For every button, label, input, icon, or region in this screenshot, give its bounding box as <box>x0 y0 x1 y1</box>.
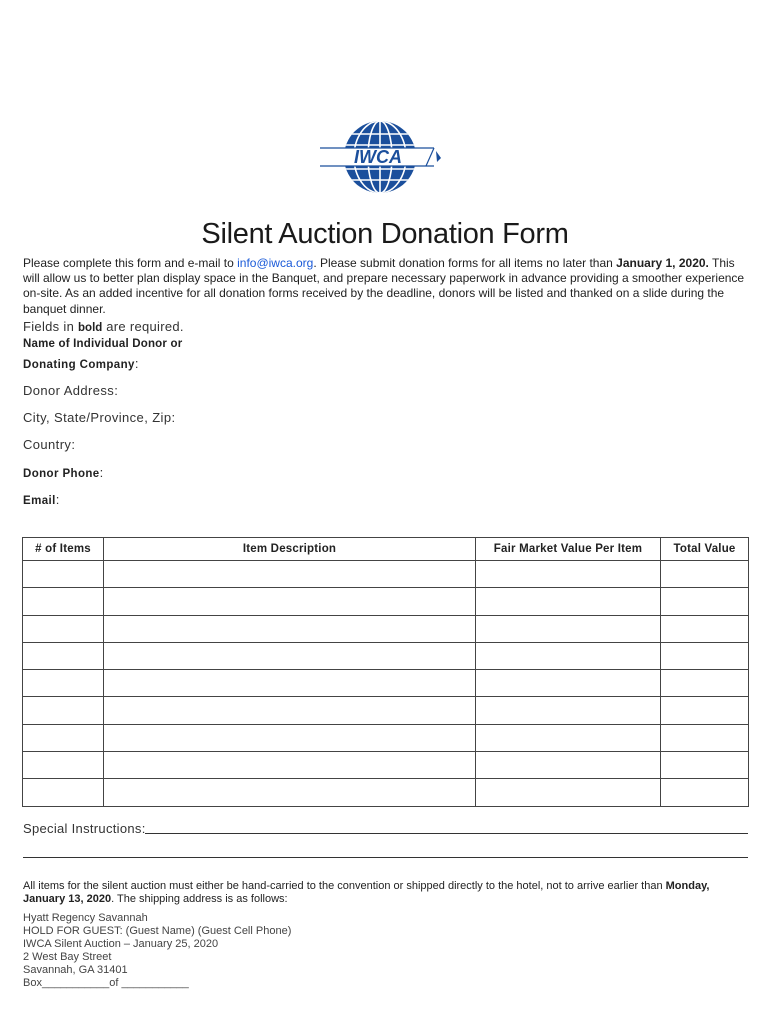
special-instructions-line-2[interactable] <box>23 857 748 858</box>
fair-market-value-cell[interactable] <box>476 724 661 751</box>
total-value-cell[interactable] <box>661 752 749 779</box>
items-cell[interactable] <box>23 642 104 669</box>
address-line: 2 West Bay Street <box>23 951 112 963</box>
country-label: Country: <box>23 437 76 452</box>
items-cell[interactable] <box>23 779 104 806</box>
table-row <box>23 779 749 806</box>
donor-company-colon: : <box>134 356 139 371</box>
table-row <box>23 697 749 724</box>
fields-note-prefix: Fields in <box>23 319 79 334</box>
email-label-wrap <box>23 492 60 507</box>
description-cell[interactable] <box>104 561 476 588</box>
total-value-cell[interactable] <box>661 670 749 697</box>
fair-market-value-cell[interactable] <box>476 615 661 642</box>
total-value-cell[interactable] <box>661 642 749 669</box>
address-line: Hyatt Regency Savannah <box>23 912 148 924</box>
fair-market-value-cell[interactable] <box>476 670 661 697</box>
fields-note-bold: bold <box>78 322 103 334</box>
page-title: Silent Auction Donation Form <box>201 218 569 250</box>
col-header-total-value: Total Value <box>661 538 749 561</box>
description-cell[interactable] <box>104 588 476 615</box>
fields-note-suffix: are required. <box>102 319 184 334</box>
donor-phone-colon: : <box>99 465 104 480</box>
fair-market-value-cell[interactable] <box>476 752 661 779</box>
description-cell[interactable] <box>104 670 476 697</box>
email-colon: : <box>55 492 60 507</box>
shipping-address <box>23 912 291 990</box>
address-line: IWCA Silent Auction – January 25, 2020 <box>23 938 219 950</box>
total-value-cell[interactable] <box>661 561 749 588</box>
intro-text-1: Please complete this form and e-mail to <box>23 256 238 270</box>
description-cell[interactable] <box>104 779 476 806</box>
donor-company-label: Donating Company <box>23 359 135 371</box>
table-row <box>23 561 749 588</box>
shipping-note <box>23 880 749 906</box>
special-instructions-line-1[interactable] <box>145 833 748 834</box>
total-value-cell[interactable] <box>661 724 749 751</box>
city-state-zip-label: City, State/Province, Zip: <box>23 410 176 425</box>
table-body <box>23 561 749 807</box>
description-cell[interactable] <box>104 724 476 751</box>
col-header-description: Item Description <box>104 538 476 561</box>
table-row <box>23 588 749 615</box>
table-row <box>23 724 749 751</box>
donor-name-label-line1: Name of Individual Donor or <box>23 338 183 350</box>
items-cell[interactable] <box>23 588 104 615</box>
required-fields-note <box>23 319 184 334</box>
items-cell[interactable] <box>23 670 104 697</box>
total-value-cell[interactable] <box>661 588 749 615</box>
col-header-fair-market-value: Fair Market Value Per Item <box>476 538 661 561</box>
intro-text-2: . Please submit donation forms for all items no later than <box>313 256 617 270</box>
logo-text: IWCA <box>354 147 402 167</box>
table-row <box>23 670 749 697</box>
deadline-date: January 1, 2020. <box>616 256 709 270</box>
email-label: Email <box>23 495 56 507</box>
iwca-logo <box>318 118 444 198</box>
fair-market-value-cell[interactable] <box>476 588 661 615</box>
email-link[interactable]: info@iwca.org <box>237 256 314 270</box>
shipping-note-text-1: All items for the silent auction must either be hand-carried to the convention or shipped directly to the hotel, not to arrive earlier than <box>23 880 666 892</box>
items-cell[interactable] <box>23 752 104 779</box>
total-value-cell[interactable] <box>661 697 749 724</box>
table-row <box>23 615 749 642</box>
donor-phone-label: Donor Phone <box>23 468 100 480</box>
fair-market-value-cell[interactable] <box>476 561 661 588</box>
intro-text-3: This will allow us to better plan display space in the Banquet, and prepare necessary paperwork in advance providing a smoother experience on-site. As an added incentive for all donation forms received by the deadline, donors will be listed and thanked on a slide during the banquet dinner. <box>23 256 745 316</box>
donation-items-table <box>22 537 749 807</box>
donor-name-label-line2 <box>23 356 139 371</box>
table-row <box>23 642 749 669</box>
table-header-row <box>23 538 749 561</box>
donor-address-label: Donor Address: <box>23 383 119 398</box>
fair-market-value-cell[interactable] <box>476 697 661 724</box>
address-line: Savannah, GA 31401 <box>23 964 128 976</box>
description-cell[interactable] <box>104 697 476 724</box>
fair-market-value-cell[interactable] <box>476 642 661 669</box>
total-value-cell[interactable] <box>661 615 749 642</box>
total-value-cell[interactable] <box>661 779 749 806</box>
intro-paragraph <box>23 256 749 317</box>
address-line: HOLD FOR GUEST: (Guest Name) (Guest Cell Phone) <box>23 925 292 937</box>
items-cell[interactable] <box>23 724 104 751</box>
col-header-items: # of Items <box>23 538 104 561</box>
description-cell[interactable] <box>104 615 476 642</box>
items-cell[interactable] <box>23 561 104 588</box>
description-cell[interactable] <box>104 642 476 669</box>
address-line: Box___________of ___________ <box>23 977 189 989</box>
shipping-note-text-2: . The shipping address is as follows: <box>111 893 288 906</box>
items-cell[interactable] <box>23 697 104 724</box>
table-row <box>23 752 749 779</box>
donor-phone-label-wrap <box>23 465 104 480</box>
shipping-date: Monday, January 13, 2020 <box>23 880 710 906</box>
description-cell[interactable] <box>104 752 476 779</box>
fair-market-value-cell[interactable] <box>476 779 661 806</box>
special-instructions-label: Special Instructions: <box>23 821 146 836</box>
items-cell[interactable] <box>23 615 104 642</box>
